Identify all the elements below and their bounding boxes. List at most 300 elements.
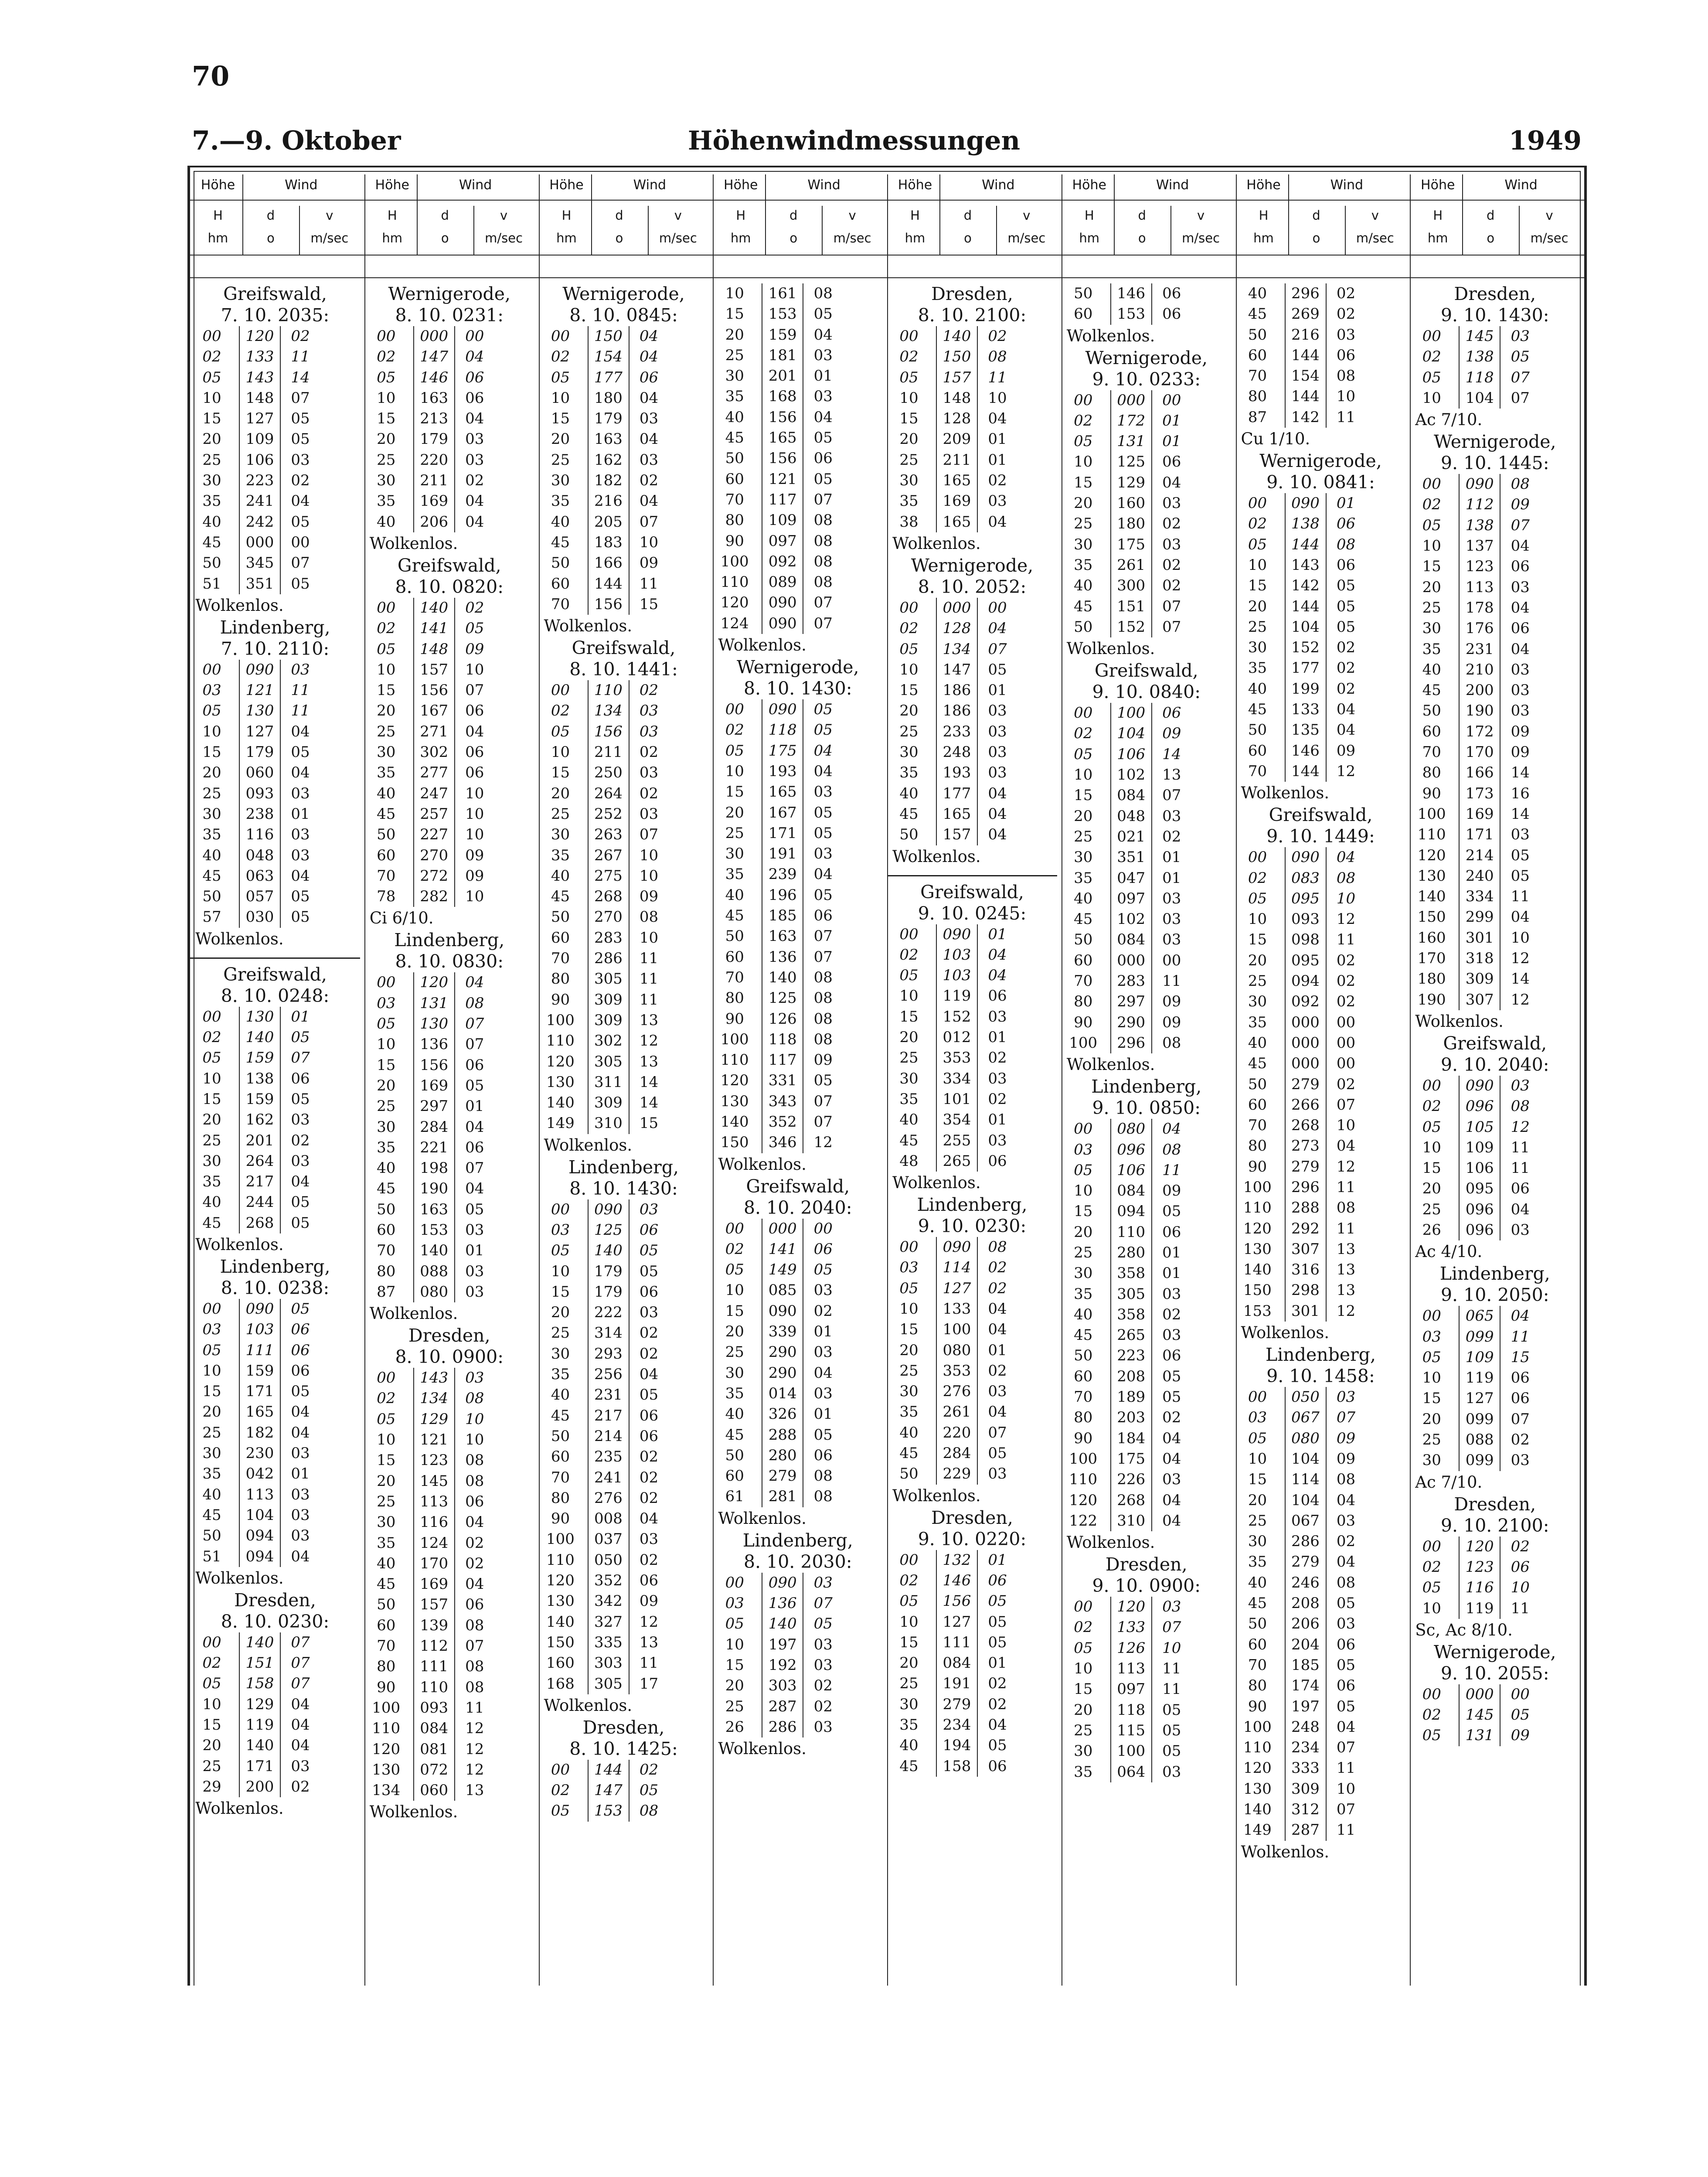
height-cell: 35 <box>377 492 396 510</box>
direction-cell: 156 <box>588 722 629 742</box>
data-row <box>1062 1597 1232 1617</box>
height-cell: 10 <box>899 1613 919 1631</box>
direction-cell: 127 <box>239 722 281 742</box>
speed-cell: 02 <box>639 1448 659 1466</box>
direction-cell: 208 <box>1110 1366 1152 1387</box>
speed-cell: 14 <box>1162 745 1181 763</box>
speed-cell: 05 <box>813 1615 833 1633</box>
data-row <box>887 1319 1057 1340</box>
direction-cell: 021 <box>1110 827 1152 847</box>
speed-cell: 08 <box>988 1238 1007 1256</box>
data-row <box>190 1694 360 1715</box>
height-cell: 140 <box>546 1094 575 1112</box>
col-head-wind: Wind <box>633 177 667 193</box>
speed-cell: 07 <box>813 614 833 632</box>
height-cell: 30 <box>1248 639 1267 657</box>
height-cell: 70 <box>725 968 744 986</box>
height-cell: 50 <box>551 554 570 572</box>
direction-cell: 150 <box>936 347 978 367</box>
data-row <box>887 347 1057 367</box>
data-row <box>364 1554 534 1574</box>
station-title: Wernigerode, <box>1085 347 1208 368</box>
data-row <box>1062 1181 1232 1201</box>
direction-cell: 128 <box>936 409 978 429</box>
data-row <box>190 886 360 907</box>
speed-cell: 09 <box>1511 496 1530 514</box>
height-cell: 40 <box>551 513 570 531</box>
height-cell: 120 <box>720 1072 749 1090</box>
direction-cell: 311 <box>588 1072 629 1093</box>
data-row <box>887 742 1057 763</box>
speed-cell: 01 <box>988 1341 1007 1359</box>
height-cell: 168 <box>546 1675 575 1693</box>
height-cell: 10 <box>899 661 919 678</box>
direction-cell: 159 <box>239 1048 281 1068</box>
data-row <box>887 1464 1057 1484</box>
data-row <box>190 784 360 804</box>
data-row <box>1236 1697 1406 1717</box>
direction-cell: 211 <box>936 450 978 470</box>
station-title: Lindenberg, <box>568 1156 679 1178</box>
speed-cell: 01 <box>291 1008 310 1025</box>
data-row <box>364 972 534 993</box>
height-cell: 80 <box>1248 388 1267 405</box>
speed-cell: 02 <box>465 472 484 490</box>
height-cell: 02 <box>377 348 396 366</box>
data-row <box>1062 555 1232 576</box>
height-cell: 10 <box>1248 910 1267 928</box>
height-cell: 25 <box>725 1697 744 1715</box>
speed-cell: 05 <box>813 429 833 447</box>
direction-cell: 153 <box>413 1220 455 1240</box>
direction-cell: 146 <box>936 1571 978 1591</box>
data-row <box>1236 1552 1406 1572</box>
speed-cell: 12 <box>639 1613 659 1631</box>
speed-cell: 03 <box>1336 1388 1356 1406</box>
height-cell: 150 <box>720 1134 749 1152</box>
direction-cell: 000 <box>239 532 281 553</box>
direction-cell: 141 <box>762 1239 803 1260</box>
height-cell: 10 <box>202 1070 221 1087</box>
direction-cell: 186 <box>936 680 978 701</box>
speed-cell: 07 <box>813 1092 833 1110</box>
data-row <box>713 864 883 885</box>
direction-cell: 192 <box>762 1655 803 1676</box>
height-cell: 15 <box>1074 1203 1093 1220</box>
data-row <box>1236 1095 1406 1115</box>
height-cell: 100 <box>720 1030 749 1048</box>
direction-cell: 238 <box>239 804 281 824</box>
speed-cell: 03 <box>1511 702 1530 720</box>
height-cell: 25 <box>377 1492 396 1510</box>
speed-cell: 02 <box>1336 1533 1356 1550</box>
height-cell: 40 <box>1248 1574 1267 1591</box>
height-cell: 15 <box>1248 931 1267 949</box>
direction-cell: 127 <box>1459 1388 1500 1409</box>
data-row <box>190 866 360 886</box>
speed-cell: 11 <box>1162 1680 1181 1698</box>
station-title: Dresden, <box>931 1507 1013 1528</box>
height-cell: 05 <box>1422 368 1441 386</box>
height-cell: 10 <box>202 1362 221 1380</box>
data-row <box>190 1110 360 1130</box>
speed-cell: 09 <box>465 640 484 658</box>
direction-cell: 268 <box>588 886 629 907</box>
speed-cell: 02 <box>1336 305 1356 323</box>
data-row <box>190 1735 360 1756</box>
data-row <box>887 491 1057 511</box>
data-row <box>887 368 1057 388</box>
col-head-v: v <box>326 208 333 223</box>
direction-cell: 092 <box>762 552 803 572</box>
direction-cell: 169 <box>413 1574 455 1594</box>
direction-cell: 128 <box>936 618 978 639</box>
speed-cell: 01 <box>465 1242 484 1260</box>
direction-cell: 352 <box>762 1112 803 1132</box>
height-cell: 100 <box>1243 1718 1272 1736</box>
direction-cell: 169 <box>936 491 978 511</box>
direction-cell: 097 <box>1110 889 1152 909</box>
direction-cell: 118 <box>1110 1700 1152 1720</box>
height-cell: 10 <box>551 743 570 761</box>
speed-cell: 08 <box>639 1802 659 1820</box>
height-cell: 30 <box>725 845 744 863</box>
height-cell: 05 <box>725 1261 744 1279</box>
direction-cell: 104 <box>1459 388 1500 409</box>
col-head-h: H <box>213 208 223 223</box>
speed-cell: 10 <box>465 1431 484 1449</box>
direction-cell: 111 <box>936 1632 978 1653</box>
speed-cell: 00 <box>988 599 1007 617</box>
direction-cell: 030 <box>239 907 281 927</box>
height-cell: 20 <box>1074 494 1093 512</box>
data-row <box>539 804 709 824</box>
col-head-deg: o <box>441 231 449 245</box>
data-row <box>1062 889 1232 909</box>
height-cell: 60 <box>551 929 570 947</box>
col-head-wind: Wind <box>285 177 318 193</box>
direction-cell: 261 <box>1110 555 1152 576</box>
speed-cell: 07 <box>813 1594 833 1612</box>
direction-cell: 171 <box>239 1756 281 1777</box>
direction-cell: 140 <box>762 1614 803 1634</box>
speed-cell: 03 <box>465 1283 484 1301</box>
height-cell: 00 <box>725 1220 744 1237</box>
direction-cell: 170 <box>413 1554 455 1574</box>
direction-cell: 088 <box>1459 1430 1500 1450</box>
height-cell: 20 <box>551 1304 570 1322</box>
speed-cell: 04 <box>639 492 659 510</box>
data-row <box>364 512 534 532</box>
direction-cell: 125 <box>1110 452 1152 472</box>
speed-cell: 01 <box>988 925 1007 943</box>
height-cell: 20 <box>377 702 396 720</box>
col-head-d: d <box>1312 208 1320 223</box>
height-cell: 90 <box>1074 1013 1093 1031</box>
col-head-msec: m/sec <box>1356 231 1394 245</box>
col-head-msec: m/sec <box>833 231 871 245</box>
height-cell: 25 <box>202 451 221 469</box>
height-cell: 15 <box>725 1656 744 1674</box>
height-cell: 30 <box>1074 535 1093 553</box>
station-title: 8. 10. 2030: <box>743 1551 852 1572</box>
station-title: Dresden, <box>931 283 1013 304</box>
direction-cell: 120 <box>413 972 455 993</box>
height-cell: 90 <box>1248 1697 1267 1715</box>
height-cell: 40 <box>1074 1305 1093 1323</box>
height-cell: 78 <box>377 888 396 906</box>
direction-cell: 241 <box>239 491 281 511</box>
speed-cell: 04 <box>639 327 659 345</box>
height-cell: 25 <box>899 1049 919 1067</box>
data-row <box>190 1673 360 1694</box>
speed-cell: 04 <box>465 1118 484 1136</box>
data-row <box>364 1615 534 1636</box>
speed-cell: 05 <box>291 513 310 531</box>
speed-cell: 03 <box>813 1656 833 1674</box>
col-head-h: H <box>736 208 746 223</box>
height-cell: 00 <box>1422 1077 1441 1094</box>
data-row <box>190 1505 360 1526</box>
direction-cell: 138 <box>1285 514 1327 534</box>
height-cell: 40 <box>899 1111 919 1129</box>
col-head-hoehe: Höhe <box>549 177 584 193</box>
data-row <box>1410 1117 1580 1138</box>
speed-cell: 10 <box>1336 1780 1356 1798</box>
station-title: Lindenberg, <box>1265 1344 1376 1366</box>
height-cell: 50 <box>202 1527 221 1545</box>
data-row <box>1062 617 1232 637</box>
data-row <box>1236 1260 1406 1280</box>
speed-cell: 05 <box>1336 1594 1356 1612</box>
height-cell: 149 <box>1243 1821 1272 1839</box>
header-divider <box>1288 200 1289 255</box>
speed-cell: 01 <box>988 1551 1007 1569</box>
direction-cell: 283 <box>588 928 629 948</box>
direction-cell: 193 <box>762 761 803 782</box>
direction-cell: 106 <box>239 450 281 470</box>
direction-cell: 201 <box>239 1131 281 1151</box>
direction-cell: 096 <box>1459 1220 1500 1240</box>
height-cell: 30 <box>899 472 919 490</box>
height-cell: 30 <box>202 805 221 823</box>
direction-cell: 113 <box>1110 1659 1152 1679</box>
data-row <box>887 1694 1057 1715</box>
speed-cell: 13 <box>639 1633 659 1651</box>
direction-cell: 257 <box>413 804 455 824</box>
data-row <box>1062 1284 1232 1305</box>
data-row <box>1410 1327 1580 1347</box>
direction-cell: 165 <box>239 1402 281 1422</box>
data-row <box>190 1653 360 1673</box>
speed-cell: 03 <box>813 346 833 364</box>
height-cell: 15 <box>899 1008 919 1025</box>
height-cell: 00 <box>202 1300 221 1318</box>
height-cell: 40 <box>1074 577 1093 595</box>
data-row <box>1236 1053 1406 1074</box>
speed-cell: 04 <box>291 1424 310 1441</box>
direction-cell: 167 <box>413 701 455 721</box>
speed-cell: 02 <box>988 1279 1007 1297</box>
direction-cell: 154 <box>588 347 629 367</box>
data-row <box>190 1381 360 1402</box>
col-head-msec: m/sec <box>310 231 349 245</box>
data-row <box>539 948 709 969</box>
data-row <box>713 572 883 593</box>
speed-cell: 07 <box>988 1424 1007 1441</box>
direction-cell: 048 <box>1110 806 1152 827</box>
height-cell: 45 <box>377 1575 396 1593</box>
data-row <box>887 326 1057 347</box>
height-cell: 190 <box>1417 991 1446 1008</box>
speed-cell: 09 <box>639 1592 659 1610</box>
direction-cell: 143 <box>239 368 281 388</box>
direction-cell: 146 <box>1110 283 1152 304</box>
speed-cell: 03 <box>291 1527 310 1545</box>
direction-cell: 112 <box>1459 494 1500 515</box>
height-cell: 00 <box>377 327 396 345</box>
data-row <box>887 1048 1057 1068</box>
height-cell: 10 <box>1422 1369 1441 1387</box>
data-row <box>713 1132 883 1153</box>
data-row <box>539 594 709 615</box>
height-cell: 50 <box>202 554 221 572</box>
speed-cell: 10 <box>1336 388 1356 405</box>
height-cell: 10 <box>202 1695 221 1713</box>
speed-cell: 00 <box>1336 1034 1356 1052</box>
col-head-wind: Wind <box>1504 177 1538 193</box>
speed-cell: 08 <box>1162 1034 1181 1052</box>
speed-cell: 07 <box>1162 597 1181 615</box>
col-head-wind: Wind <box>807 177 840 193</box>
speed-cell: 03 <box>988 743 1007 761</box>
speed-cell: 04 <box>465 1575 484 1593</box>
speed-cell: 05 <box>291 430 310 448</box>
data-row <box>1062 1366 1232 1387</box>
station-block <box>190 617 360 951</box>
direction-cell: 142 <box>1285 576 1327 596</box>
direction-cell: 246 <box>1285 1573 1327 1593</box>
data-row <box>190 1632 360 1653</box>
speed-cell: 02 <box>639 1345 659 1363</box>
height-cell: 02 <box>1074 725 1093 743</box>
speed-cell: 01 <box>291 805 310 823</box>
height-cell: 50 <box>899 1465 919 1483</box>
data-row <box>1062 1469 1232 1490</box>
height-cell: 00 <box>1248 1388 1267 1406</box>
data-row <box>713 325 883 345</box>
direction-cell: 233 <box>936 722 978 742</box>
direction-cell: 183 <box>588 532 629 553</box>
data-row <box>887 701 1057 721</box>
height-cell: 124 <box>720 614 749 632</box>
height-cell: 10 <box>202 389 221 407</box>
height-cell: 05 <box>377 1015 396 1033</box>
direction-cell: 247 <box>413 784 455 804</box>
direction-cell: 090 <box>1459 474 1500 494</box>
direction-cell: 090 <box>239 660 281 680</box>
direction-cell: 191 <box>936 1673 978 1694</box>
direction-cell: 180 <box>1110 514 1152 534</box>
cloud-note: Wolkenlos. <box>1241 1323 1330 1342</box>
direction-cell: 305 <box>588 1674 629 1694</box>
speed-cell: 07 <box>465 1015 484 1033</box>
direction-cell: 331 <box>762 1070 803 1091</box>
height-cell: 03 <box>899 1259 919 1277</box>
station-title: 8. 10. 0238: <box>221 1277 330 1298</box>
data-row <box>713 885 883 906</box>
speed-cell: 02 <box>988 1362 1007 1380</box>
height-cell: 30 <box>377 1513 396 1531</box>
direction-cell: 090 <box>762 593 803 613</box>
speed-cell: 07 <box>813 594 833 612</box>
height-cell: 140 <box>1243 1801 1272 1818</box>
data-row <box>887 1571 1057 1591</box>
direction-cell: 137 <box>1459 536 1500 556</box>
data-row <box>364 326 534 347</box>
height-cell: 02 <box>899 620 919 637</box>
data-row <box>713 531 883 552</box>
speed-cell: 11 <box>639 970 659 988</box>
height-cell: 80 <box>1074 1409 1093 1427</box>
data-row <box>539 784 709 804</box>
direction-cell: 196 <box>762 885 803 906</box>
direction-cell: 163 <box>413 1199 455 1220</box>
direction-cell: 125 <box>762 988 803 1008</box>
direction-cell: 305 <box>588 969 629 989</box>
speed-cell: 03 <box>1162 535 1181 553</box>
speed-cell: 08 <box>1162 1141 1181 1158</box>
direction-cell: 211 <box>588 742 629 763</box>
height-cell: 10 <box>899 987 919 1005</box>
height-cell: 20 <box>899 430 919 448</box>
data-row <box>713 1301 883 1322</box>
data-row <box>1410 784 1580 804</box>
speed-cell: 02 <box>1511 1537 1530 1555</box>
data-row <box>713 1239 883 1260</box>
speed-cell: 01 <box>813 367 833 385</box>
data-row <box>364 388 534 409</box>
data-row <box>1236 1239 1406 1260</box>
data-row <box>539 553 709 573</box>
height-cell: 03 <box>725 1594 744 1612</box>
direction-cell: 144 <box>1285 345 1327 366</box>
data-row <box>539 1653 709 1673</box>
data-column <box>887 283 1057 1777</box>
direction-cell: 102 <box>1110 909 1152 930</box>
header-divider <box>1114 200 1115 255</box>
direction-cell: 124 <box>413 1533 455 1554</box>
direction-cell: 109 <box>1459 1138 1500 1158</box>
direction-cell: 050 <box>1285 1387 1327 1407</box>
direction-cell: 171 <box>1459 824 1500 845</box>
data-row <box>1236 658 1406 678</box>
speed-cell: 06 <box>1511 1558 1530 1576</box>
height-cell: 25 <box>551 451 570 469</box>
speed-cell: 03 <box>988 1131 1007 1149</box>
data-row <box>190 722 360 742</box>
data-row <box>1062 827 1232 847</box>
speed-cell: 02 <box>988 1259 1007 1277</box>
data-row <box>1236 1738 1406 1758</box>
height-cell: 35 <box>899 1716 919 1734</box>
data-row <box>713 1573 883 1593</box>
speed-cell: 03 <box>813 1574 833 1591</box>
direction-cell: 256 <box>588 1364 629 1385</box>
data-column <box>713 283 883 1760</box>
speed-cell: 09 <box>639 888 659 906</box>
height-cell: 20 <box>202 764 221 782</box>
